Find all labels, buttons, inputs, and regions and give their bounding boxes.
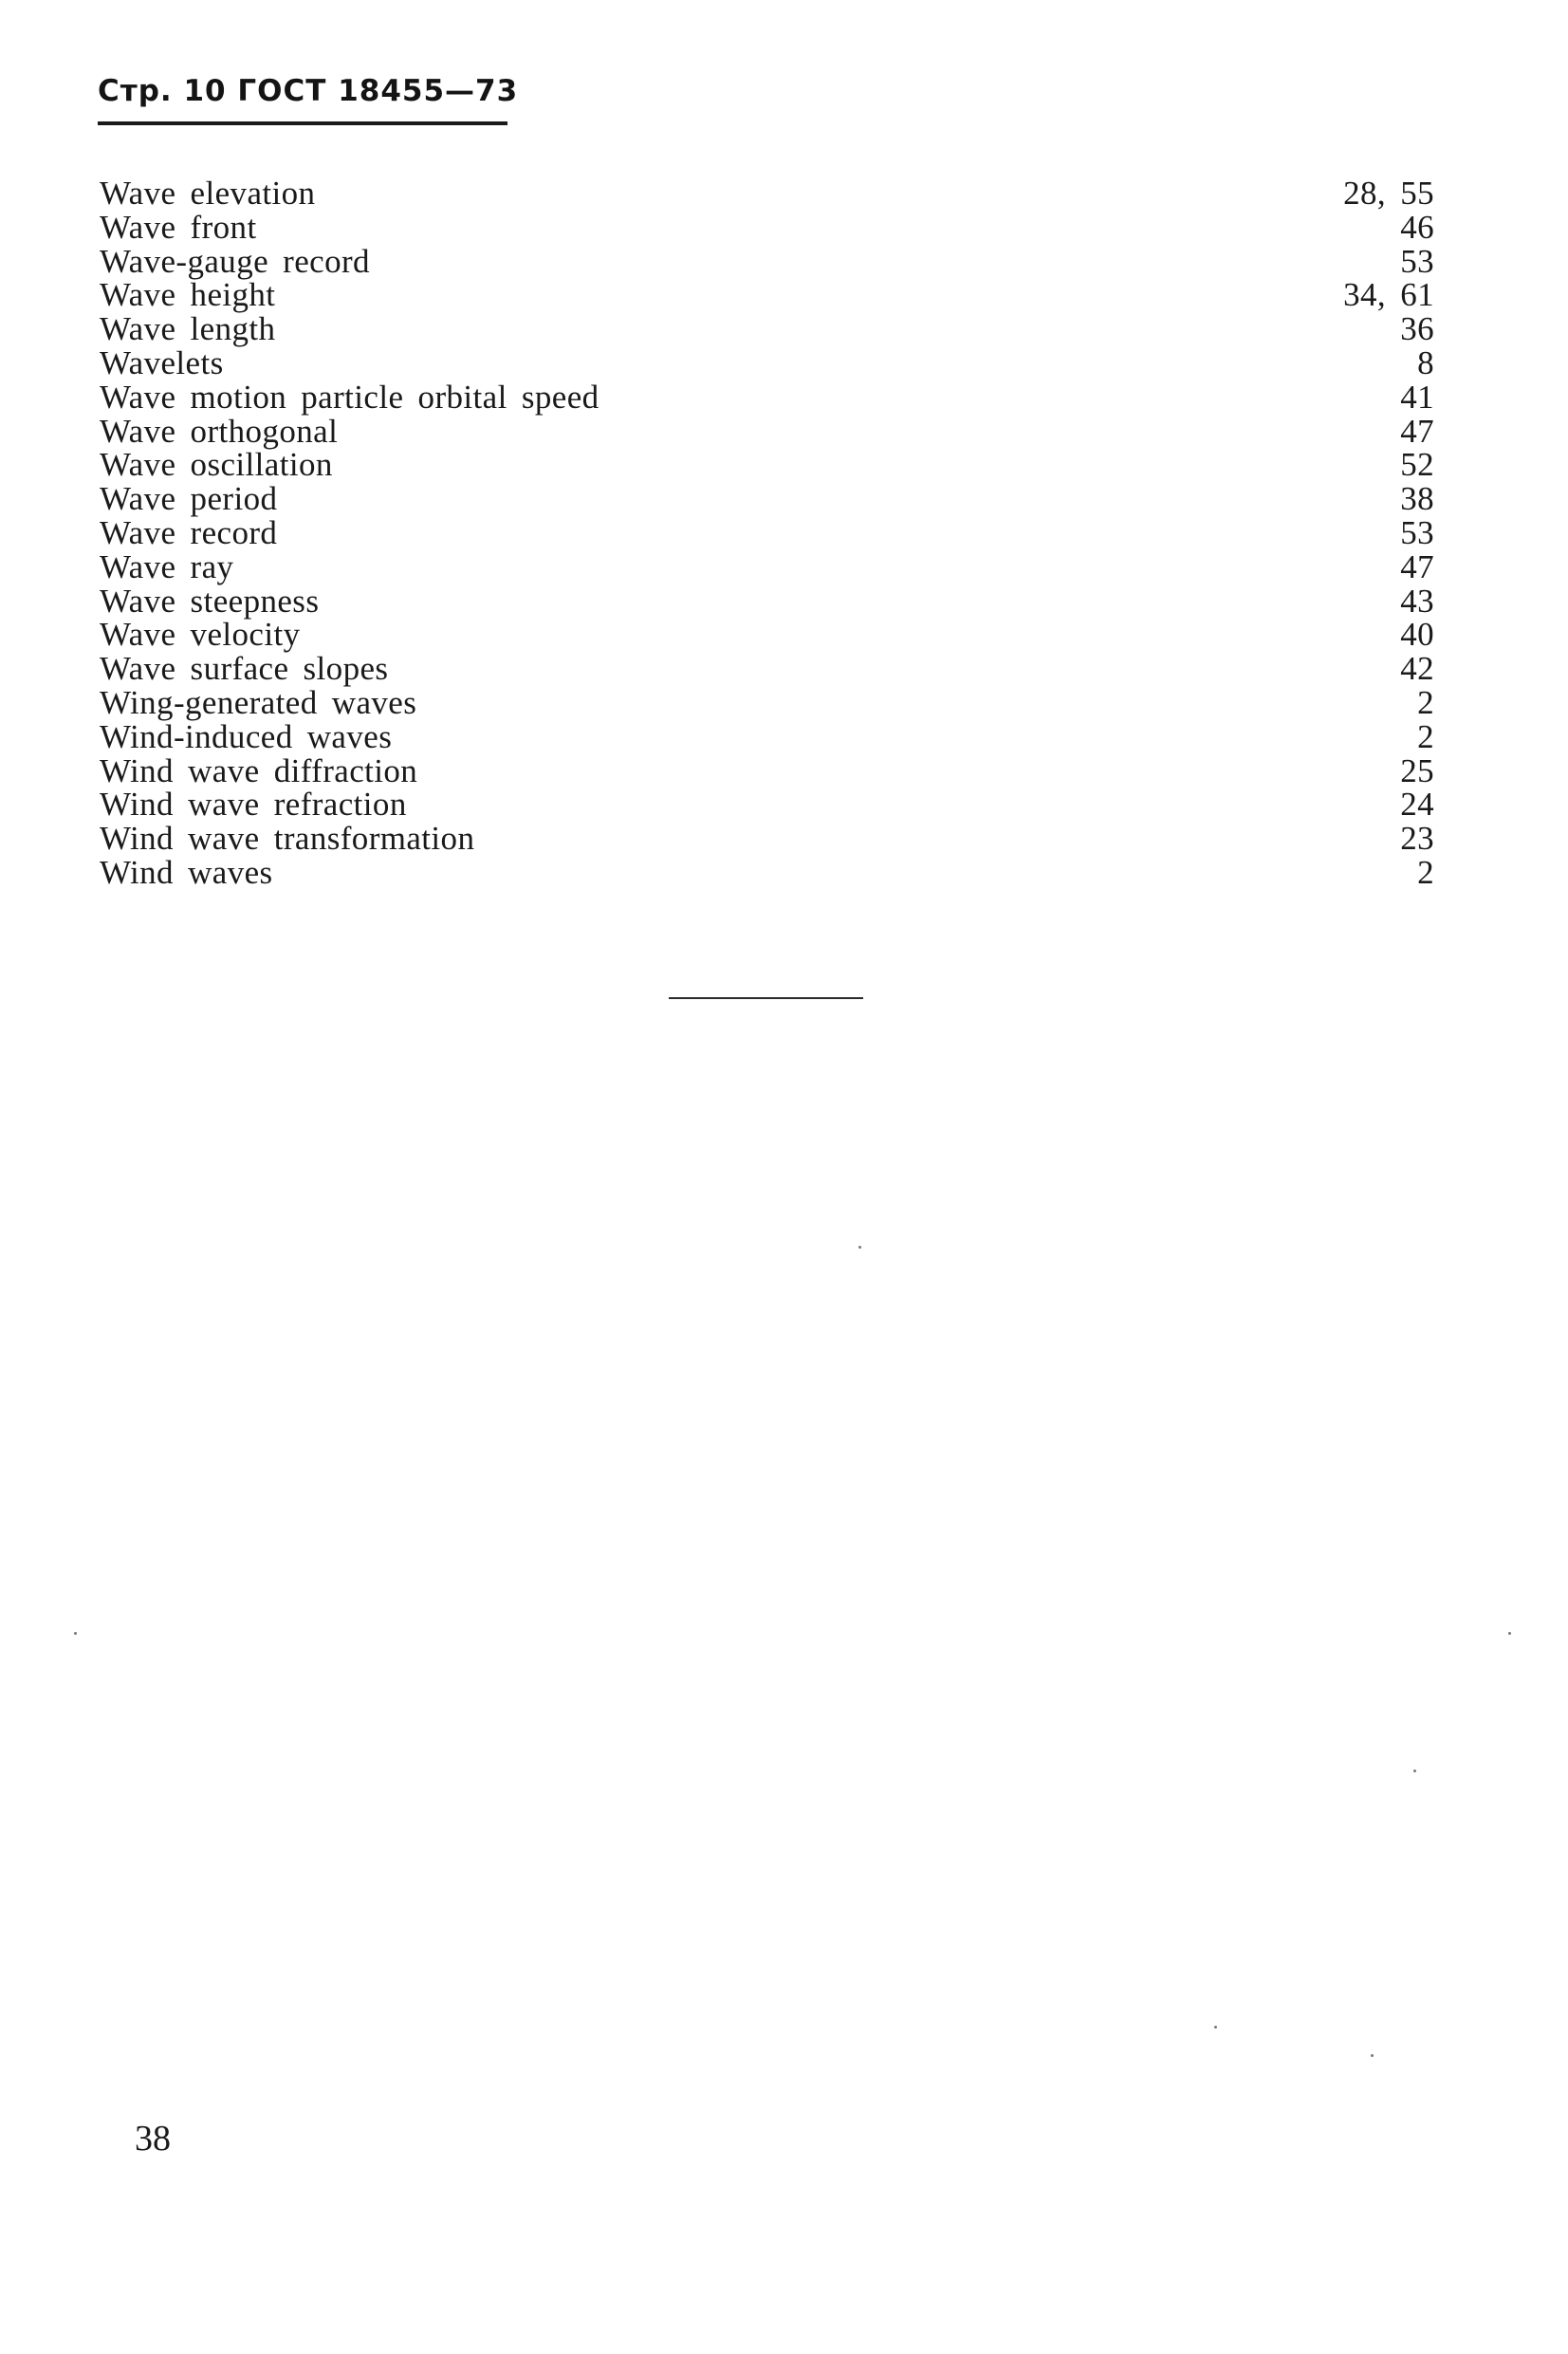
index-page-ref: 42 (1400, 650, 1434, 688)
index-term: Wind wave diffraction (100, 751, 418, 789)
index-entry (100, 717, 1434, 755)
index-term: Wave height (100, 276, 276, 314)
index-page-ref: 36 (1400, 310, 1434, 348)
index-term: Wind-induced waves (100, 717, 393, 755)
index-term: Wave surface slopes (100, 650, 389, 688)
index-page-ref: 28, 55 (1343, 175, 1434, 212)
index-page-ref: 52 (1400, 446, 1434, 484)
index-term: Wind wave transformation (100, 820, 475, 858)
index-term: Wave velocity (100, 616, 301, 654)
index-entry (100, 448, 1434, 482)
index-list (100, 176, 1434, 890)
index-term: Wind waves (100, 853, 273, 891)
index-page-ref: 8 (1417, 343, 1434, 381)
index-page-ref: 23 (1400, 820, 1434, 858)
index-entry (100, 513, 1434, 551)
index-entry (100, 652, 1434, 686)
index-entry (100, 242, 1434, 280)
scan-speck (858, 1246, 861, 1249)
scan-speck (1371, 2054, 1374, 2057)
scan-speck (1508, 1632, 1511, 1635)
index-page-ref: 24 (1400, 786, 1434, 824)
index-entry (100, 853, 1434, 891)
index-entry (100, 482, 1434, 516)
index-entry (100, 343, 1434, 381)
index-term: Wave steepness (100, 582, 320, 620)
index-entry (100, 380, 1434, 415)
index-entry (100, 176, 1434, 211)
index-term: Wind wave refraction (100, 786, 407, 824)
index-term: Wave record (100, 513, 278, 551)
index-page-ref: 2 (1417, 853, 1434, 891)
index-page-ref: 25 (1400, 751, 1434, 789)
index-entry (100, 208, 1434, 246)
index-term: Wavelets (100, 343, 224, 381)
index-entry (100, 822, 1434, 856)
scan-speck (1413, 1770, 1416, 1772)
index-term: Wing-generated waves (100, 683, 417, 721)
index-term: Wave ray (100, 547, 234, 585)
index-entry (100, 751, 1434, 789)
index-page-ref: 47 (1400, 547, 1434, 585)
index-page-ref: 41 (1400, 378, 1434, 416)
index-entry (100, 683, 1434, 721)
index-page-ref: 46 (1400, 208, 1434, 246)
index-term: Wave orthogonal (100, 412, 339, 450)
index-term: Wave motion particle orbital speed (100, 378, 600, 416)
index-entry (100, 618, 1434, 652)
index-entry (100, 278, 1434, 312)
index-term: Wave oscillation (100, 446, 333, 484)
page-number: 38 (135, 2119, 171, 2159)
index-page-ref: 34, 61 (1343, 276, 1434, 314)
index-term: Wave-gauge record (100, 242, 370, 280)
index-page-ref: 47 (1400, 412, 1434, 450)
index-page-ref: 53 (1400, 242, 1434, 280)
end-rule (669, 997, 863, 999)
scan-speck (74, 1632, 77, 1635)
index-entry (100, 788, 1434, 822)
index-entry (100, 412, 1434, 450)
index-page-ref: 53 (1400, 513, 1434, 551)
index-page-ref: 40 (1400, 616, 1434, 654)
index-term: Wave length (100, 310, 276, 348)
index-entry (100, 584, 1434, 619)
scan-speck (1214, 2026, 1217, 2029)
index-entry (100, 312, 1434, 346)
page-header: Стр. 10 ГОСТ 18455—73 (98, 74, 519, 108)
index-page-ref: 2 (1417, 717, 1434, 755)
index-page-ref: 2 (1417, 683, 1434, 721)
header-rule (98, 121, 507, 125)
index-term: Wave front (100, 208, 257, 246)
index-term: Wave period (100, 480, 278, 518)
index-page-ref: 38 (1400, 480, 1434, 518)
index-term: Wave elevation (100, 175, 316, 212)
index-page-ref: 43 (1400, 582, 1434, 620)
index-entry (100, 547, 1434, 585)
